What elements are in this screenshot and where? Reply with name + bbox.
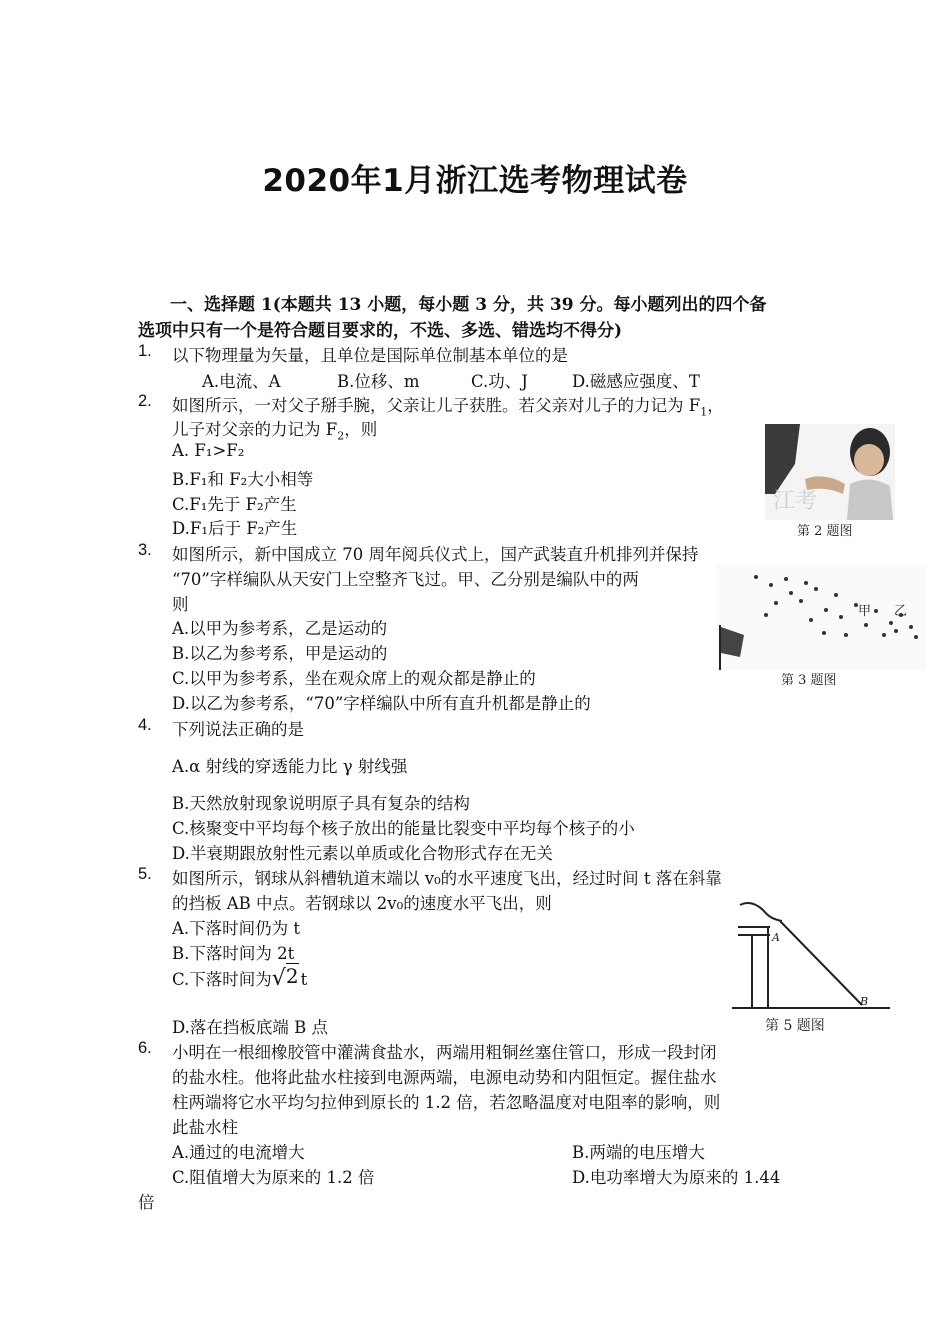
q5-label-a: A (772, 931, 780, 944)
q6-option-d-continued: 倍 (138, 1193, 155, 1212)
q5-option-c-radicand: 2 (285, 964, 299, 988)
q3-stem-line2: “70”字样编队从天安门上空整齐飞过。甲、乙分别是编队中的两 (172, 570, 639, 589)
arm-wrestling-photo (765, 424, 895, 520)
q2-stem-line2-end: ，则 (344, 420, 378, 439)
q3-figure-caption: 第 3 题图 (781, 673, 837, 688)
q1-option-c: C.功、J (471, 372, 528, 391)
q6-stem-line3: 柱两端将它水平均匀拉伸到原长的 1.2 倍，若忽略温度对电阻率的影响，则 (172, 1093, 721, 1112)
q4-stem: 下列说法正确的是 (172, 720, 304, 739)
q2-watermark: 江考 (773, 489, 818, 514)
q2-option-c: C.F₁先于 F₂产生 (172, 495, 297, 514)
q5-stem-line2: 的挡板 AB 中点。若钢球以 2v₀的速度水平飞出，则 (172, 894, 552, 913)
helicopter-formation-photo (716, 565, 926, 670)
q2-stem-line1 (172, 392, 724, 418)
q4-option-a: A.α 射线的穿透能力比 γ 射线强 (172, 757, 408, 776)
q5-number: 5. (138, 865, 152, 883)
q2-figure-caption: 第 2 题图 (797, 524, 853, 539)
q2-figure (765, 424, 895, 539)
q6-option-c: C.阻值增大为原来的 1.2 倍 (172, 1168, 375, 1187)
q3-number: 3. (138, 541, 152, 559)
q1-number: 1. (138, 342, 152, 360)
q6-option-b: B.两端的电压增大 (572, 1143, 705, 1162)
q3-option-b: B.以乙为参考系，甲是运动的 (172, 644, 388, 663)
q3-option-c: C.以甲为参考系，坐在观众席上的观众都是静止的 (172, 669, 536, 688)
q2-stem-line1-text: 如图所示，一对父子掰手腕，父亲让儿子获胜。若父亲对儿子的力记为 F (172, 396, 701, 415)
q2-option-b: B.F₁和 F₂大小相等 (172, 470, 314, 489)
section-heading-line2: 选项中只有一个是符合题目要求的，不选、多选、错选均不得分) (138, 321, 623, 341)
q3-stem-line3: 则 (172, 595, 189, 614)
q3-label-jia: 甲 (858, 604, 872, 619)
q5-label-b: B (860, 995, 869, 1008)
q6-stem-line2: 的盐水柱。他将此盐水柱接到电源两端，电源电动势和内阻恒定。握住盐水 (172, 1068, 717, 1087)
q5-option-c (172, 966, 307, 991)
q5-option-b: B.下落时间为 2t (172, 944, 295, 963)
q4-option-d: D.半衰期跟放射性元素以单质或化合物形式存在无关 (172, 844, 553, 863)
q4-option-c: C.核聚变中平均每个核子放出的能量比裂变中平均每个核子的小 (172, 819, 635, 838)
q1-option-d: D.磁感应强度、T (572, 372, 700, 391)
q5-figure (730, 893, 895, 1038)
q5-stem-line1: 如图所示，钢球从斜槽轨道末端以 v₀的水平速度飞出，经过时间 t 落在斜靠 (172, 869, 722, 888)
q6-option-d: D.电功率增大为原来的 1.44 (572, 1168, 781, 1187)
q3-figure (716, 565, 926, 690)
q6-number: 6. (138, 1039, 152, 1057)
q2-stem-line1-sub: 1 (700, 405, 708, 419)
section-heading-line1: 一、选择题 1(本题共 13 小题，每小题 3 分，共 39 分。每小题列出的四个备 (170, 295, 767, 315)
q2-stem-line2-sub: 2 (337, 429, 345, 443)
q5-option-d: D.落在挡板底端 B 点 (172, 1018, 329, 1037)
q3-label-yi: 乙 (894, 604, 908, 619)
q6-option-a: A.通过的电流增大 (172, 1143, 305, 1162)
sqrt-symbol: √ (271, 966, 286, 991)
q6-stem-line4: 此盐水柱 (172, 1118, 238, 1137)
q4-number: 4. (138, 716, 152, 734)
incline-diagram (730, 893, 895, 1013)
page-title: 2020年1月浙江选考物理试卷 (262, 163, 688, 199)
q2-stem-line2 (172, 416, 377, 442)
q2-stem-line1-end: ， (707, 396, 724, 415)
q1-option-a: A.电流、A (202, 372, 281, 391)
q2-option-d: D.F₁后于 F₂产生 (172, 519, 298, 538)
q3-option-a: A.以甲为参考系，乙是运动的 (172, 619, 388, 638)
q4-option-b: B.天然放射现象说明原子具有复杂的结构 (172, 794, 470, 813)
q3-option-d: D.以乙为参考系，“70”字样编队中所有直升机都是静止的 (172, 694, 591, 713)
q2-stem-line2-text: 儿子对父亲的力记为 F (172, 420, 338, 439)
q2-option-a: A. F₁>F₂ (172, 441, 245, 460)
q5-option-c-unit: t (300, 970, 308, 989)
q5-option-c-text: C.下落时间为 (172, 970, 272, 989)
q3-stem-line1: 如图所示，新中国成立 70 周年阅兵仪式上，国产武装直升机排列并保持 (172, 545, 699, 564)
q1-option-b: B.位移、m (337, 372, 420, 391)
q6-stem-line1: 小明在一根细橡胶管中灌满食盐水，两端用粗铜丝塞住管口，形成一段封闭 (172, 1043, 717, 1062)
q5-option-a: A.下落时间仍为 t (172, 919, 301, 938)
q5-figure-caption: 第 5 题图 (765, 1018, 825, 1034)
q1-stem: 以下物理量为矢量，且单位是国际单位制基本单位的是 (172, 346, 568, 365)
q2-number: 2. (138, 392, 152, 410)
